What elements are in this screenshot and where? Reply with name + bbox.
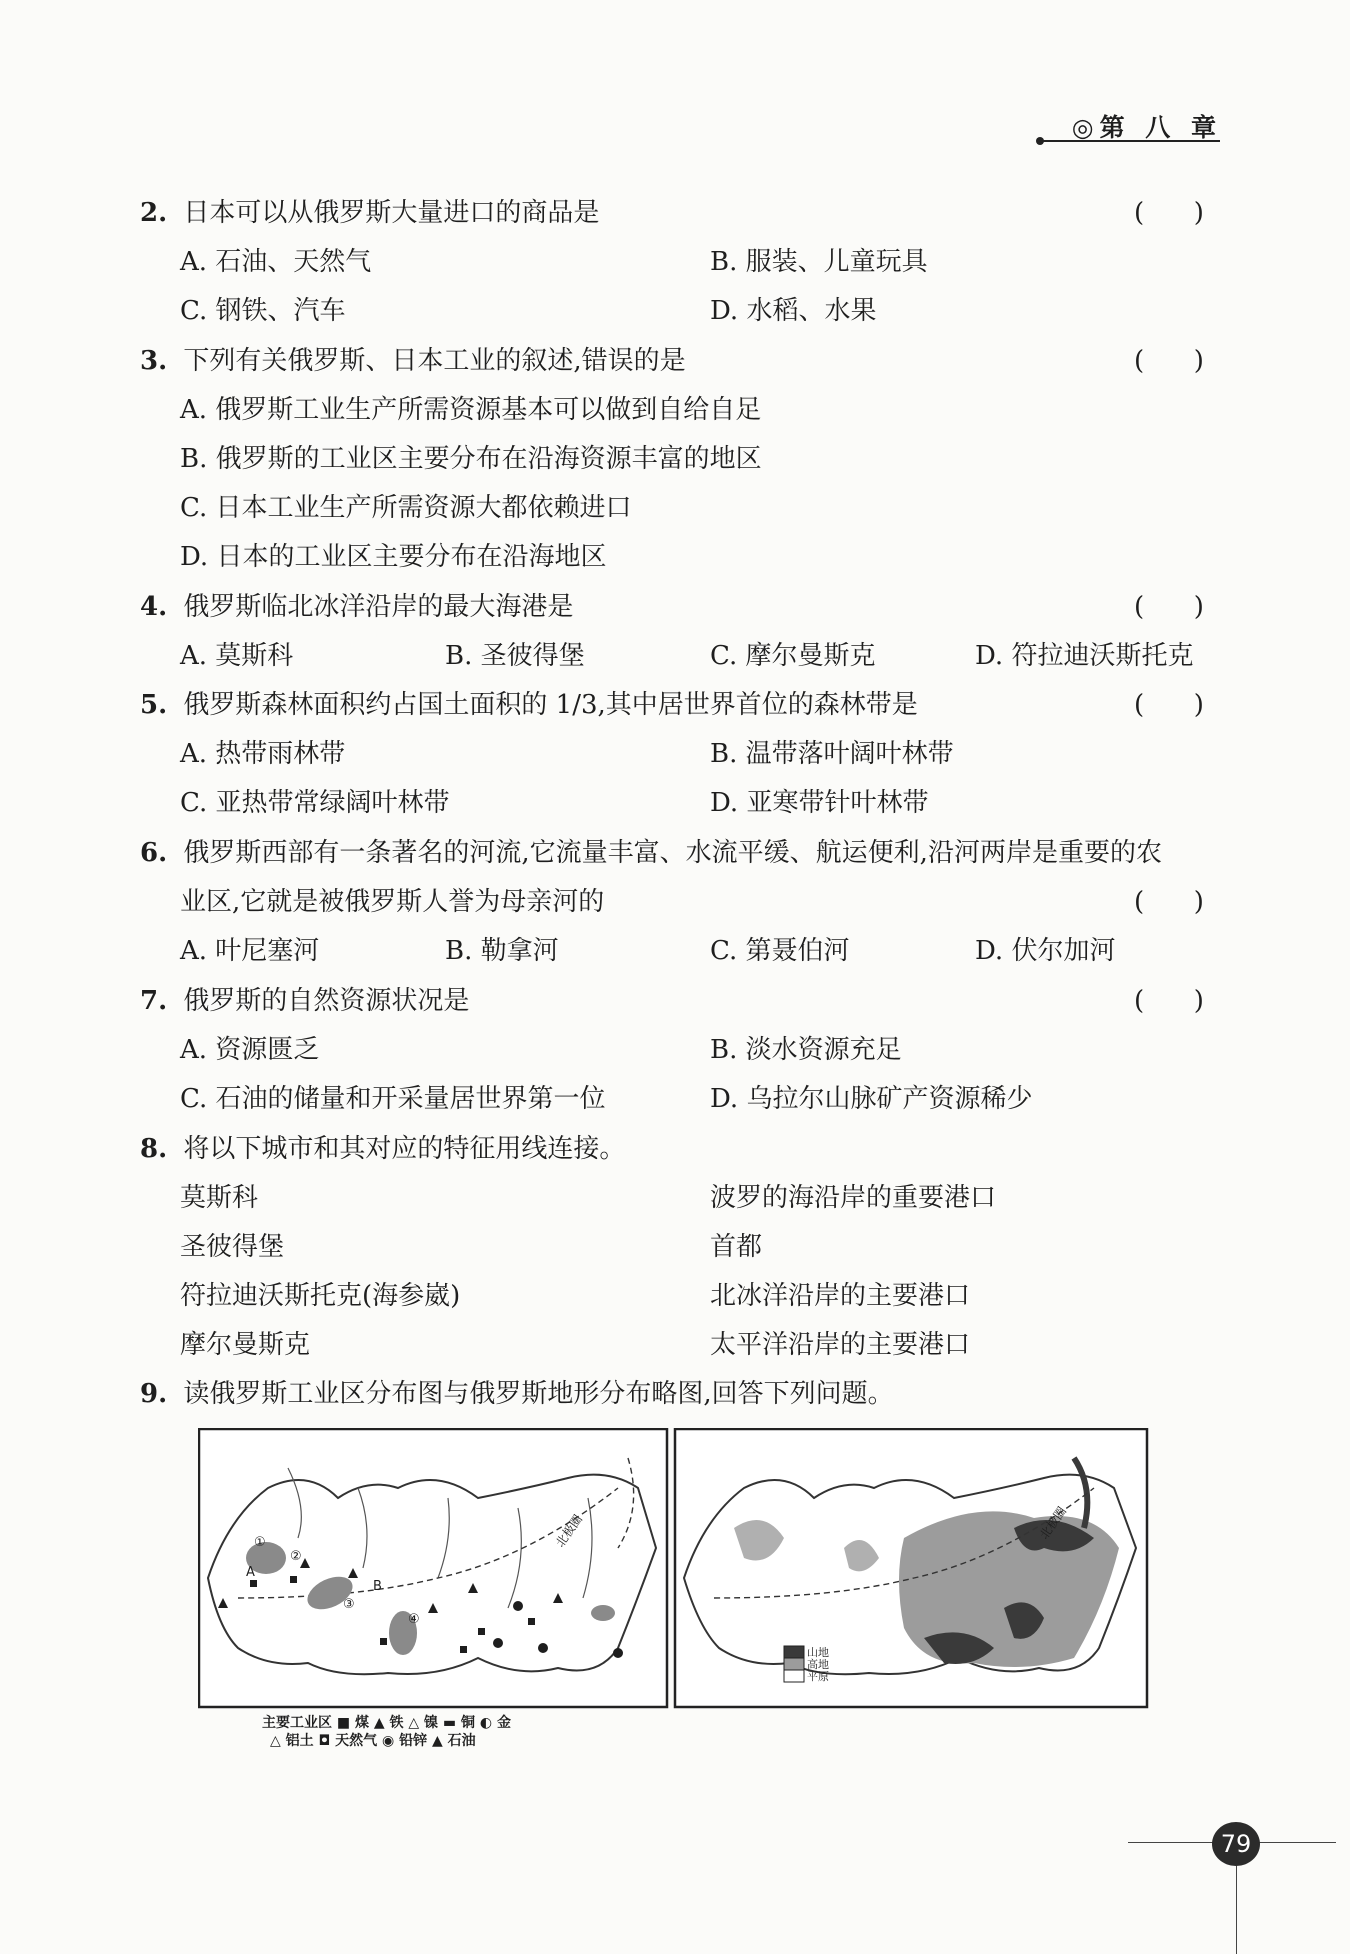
option[interactable]: B. 服装、儿童玩具 <box>710 247 928 277</box>
question-stem: 读俄罗斯工业区分布图与俄罗斯地形分布略图,回答下列问题。 <box>183 1379 894 1409</box>
option[interactable]: A. 莫斯科 <box>180 641 294 671</box>
option[interactable]: A. 热带雨林带 <box>180 739 346 769</box>
question-stem: 俄罗斯的自然资源状况是 <box>183 986 470 1016</box>
option[interactable]: C. 亚热带常绿阔叶林带 <box>180 788 450 818</box>
option[interactable]: D. 亚寒带针叶林带 <box>710 788 929 818</box>
question-stem: 下列有关俄罗斯、日本工业的叙述,错误的是 <box>183 346 686 376</box>
question-stem: 俄罗斯临北冰洋沿岸的最大海港是 <box>183 592 574 622</box>
option[interactable]: A. 俄罗斯工业生产所需资源基本可以做到自给自足 <box>180 395 762 425</box>
match-city[interactable]: 圣彼得堡 <box>180 1232 285 1262</box>
legend-plain: 平原 <box>807 1670 829 1683</box>
question-number: 8. <box>140 1134 168 1164</box>
option[interactable]: C. 石油的储量和开采量居世界第一位 <box>180 1084 606 1114</box>
marker-label: ④ <box>408 1612 420 1627</box>
option[interactable]: B. 温带落叶阔叶林带 <box>710 739 954 769</box>
match-feature[interactable]: 首都 <box>710 1232 763 1262</box>
question-number: 6. <box>140 838 168 868</box>
answer-blank[interactable]: ( ) <box>1134 592 1204 622</box>
question-stem: 将以下城市和其对应的特征用线连接。 <box>183 1134 626 1164</box>
terrain-map <box>675 1429 1147 1707</box>
page-rule-vertical <box>1236 1860 1237 1954</box>
option[interactable]: A. 资源匮乏 <box>180 1035 320 1065</box>
marker-label: ② <box>290 1549 302 1564</box>
answer-blank[interactable]: ( ) <box>1134 887 1204 917</box>
match-city[interactable]: 摩尔曼斯克 <box>180 1330 311 1360</box>
answer-blank[interactable]: ( ) <box>1134 690 1204 720</box>
question-number: 3. <box>140 346 168 376</box>
arctic-circle-label: 北极圈 <box>1036 1504 1070 1542</box>
question-9 <box>140 1377 894 1411</box>
question-6 <box>140 836 1162 870</box>
option[interactable]: A. 石油、天然气 <box>180 247 372 277</box>
page-number: 79 <box>1212 1822 1260 1866</box>
option[interactable]: B. 勒拿河 <box>445 936 559 966</box>
question-8 <box>140 1132 625 1166</box>
option[interactable]: C. 日本工业生产所需资源大都依赖进口 <box>180 493 632 523</box>
option[interactable]: D. 符拉迪沃斯托克 <box>975 641 1194 671</box>
option[interactable]: A. 叶尼塞河 <box>180 936 320 966</box>
option[interactable]: D. 日本的工业区主要分布在沿海地区 <box>180 542 607 572</box>
question-number: 5. <box>140 690 168 720</box>
match-feature[interactable]: 波罗的海沿岸的重要港口 <box>710 1183 997 1213</box>
question-4 <box>140 590 573 624</box>
russia-maps <box>198 1428 1150 1710</box>
answer-blank[interactable]: ( ) <box>1134 346 1204 376</box>
marker-label: A <box>246 1565 255 1580</box>
map-legend-line-1: 主要工业区 ■ 煤 ▲ 铁 △ 镍 ▬ 铜 ◐ 金 <box>262 1715 511 1731</box>
option[interactable]: C. 摩尔曼斯克 <box>710 641 876 671</box>
question-number: 7. <box>140 986 168 1016</box>
arctic-circle-label: 北极圈 <box>552 1512 586 1550</box>
question-5 <box>140 688 918 722</box>
match-feature[interactable]: 北冰洋沿岸的主要港口 <box>710 1281 971 1311</box>
legend-mountain: 山地 <box>807 1646 829 1659</box>
question-stem-continued: 业区,它就是被俄罗斯人誉为母亲河的 <box>180 887 605 917</box>
match-city[interactable]: 符拉迪沃斯托克(海参崴) <box>180 1281 461 1311</box>
question-3 <box>140 344 686 378</box>
question-stem: 俄罗斯森林面积约占国土面积的 1/3,其中居世界首位的森林带是 <box>183 690 918 720</box>
option[interactable]: D. 伏尔加河 <box>975 936 1116 966</box>
option[interactable]: D. 水稻、水果 <box>710 296 877 326</box>
question-number: 2. <box>140 198 168 228</box>
industry-map <box>199 1429 667 1707</box>
question-stem: 俄罗斯西部有一条著名的河流,它流量丰富、水流平缓、航运便利,沿河两岸是重要的农 <box>183 838 1162 868</box>
question-7 <box>140 984 469 1018</box>
legend-plateau: 高地 <box>807 1658 829 1671</box>
question-stem: 日本可以从俄罗斯大量进口的商品是 <box>183 198 600 228</box>
terrain-legend <box>784 1645 829 1683</box>
question-number: 9. <box>140 1379 168 1409</box>
marker-label: ① <box>254 1535 266 1550</box>
chapter-header: ◎第 八 章 <box>1071 113 1222 142</box>
question-2 <box>140 196 599 230</box>
option[interactable]: C. 第聂伯河 <box>710 936 850 966</box>
option[interactable]: C. 钢铁、汽车 <box>180 296 346 326</box>
option[interactable]: B. 淡水资源充足 <box>710 1035 902 1065</box>
marker-label: ③ <box>343 1597 355 1612</box>
answer-blank[interactable]: ( ) <box>1134 986 1204 1016</box>
match-feature[interactable]: 太平洋沿岸的主要港口 <box>710 1330 971 1360</box>
map-legend-line-2: △ 铝土 ◘ 天然气 ◉ 铅锌 ▲ 石油 <box>270 1733 476 1749</box>
option[interactable]: D. 乌拉尔山脉矿产资源稀少 <box>710 1084 1033 1114</box>
option[interactable]: B. 俄罗斯的工业区主要分布在沿海资源丰富的地区 <box>180 444 762 474</box>
match-city[interactable]: 莫斯科 <box>180 1183 259 1213</box>
answer-blank[interactable]: ( ) <box>1134 198 1204 228</box>
question-number: 4. <box>140 592 168 622</box>
header-rule <box>1040 140 1220 142</box>
option[interactable]: B. 圣彼得堡 <box>445 641 585 671</box>
marker-label: B <box>373 1579 382 1594</box>
